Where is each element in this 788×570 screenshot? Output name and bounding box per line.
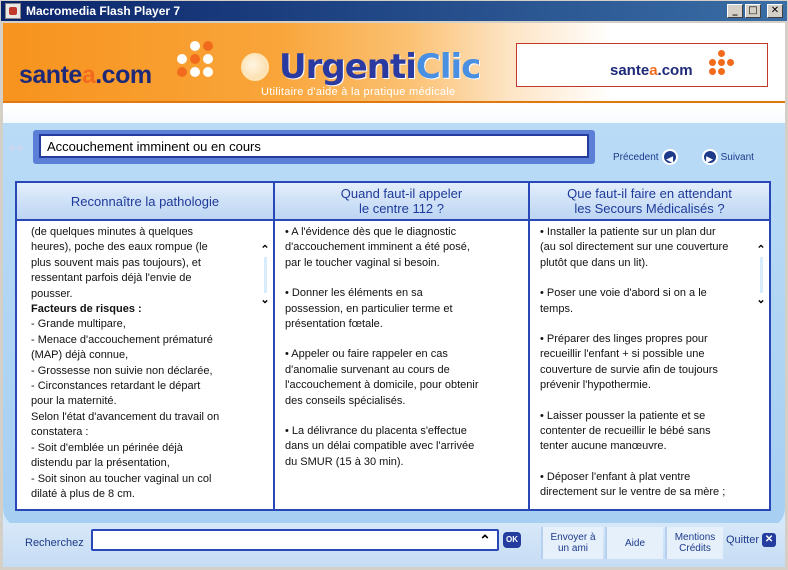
urgenticlic-circle-icon bbox=[241, 53, 269, 81]
santea-dots-icon bbox=[177, 41, 213, 77]
scroll-down-icon[interactable]: ⌄ bbox=[756, 294, 766, 306]
santea-logo-small: santea.com bbox=[610, 62, 693, 79]
column-heading: Reconnaître la pathologie bbox=[17, 183, 273, 221]
scroll-down-icon[interactable]: ⌄ bbox=[260, 294, 270, 306]
scroll-track[interactable] bbox=[264, 257, 267, 293]
column-text[interactable]: • Installer la patiente sur un plan dur (au sol directement sur une couverture plutôt que dans un lit). • Poser une voie d'abord si on a le temps. • Préparer des linges propres pour recueillir l'enfant + si possible une couverture de survie afin de toujours prévenir l'hypothermie. • Laisser pousser la patiente et se contenter de recueillir le bébé sans tenter aucune manœuvre. • Déposer l'enfant à plat ventre directement sur le ventre de sa mère ; bbox=[540, 226, 729, 499]
header-banner bbox=[3, 23, 785, 103]
minimize-button[interactable]: _ bbox=[727, 4, 743, 18]
close-button[interactable]: ✕ bbox=[767, 4, 783, 18]
scroll-track[interactable] bbox=[760, 257, 763, 293]
column-text[interactable]: • A l'évidence dès que le diagnostic d'accouchement imminent a été posé, par le toucher vaginal si besoin. • Donner les éléments en sa possession, en particulier terme et présentation fœtale. • Appeler ou faire rappeler en cas d'anomalie survenant au cours de l'accouchement à domicile, pour obtenir des conseils spécialisés. • La délivrance du placenta s'effectue dans un délai compatible avec l'arrivée du SMUR (15 à 30 min). bbox=[285, 226, 479, 468]
decorative-dot bbox=[17, 145, 23, 151]
santea-dots-small-icon bbox=[709, 50, 734, 75]
next-arrow-icon[interactable]: ▶ bbox=[702, 149, 718, 165]
previous-label[interactable]: Précedent bbox=[613, 151, 659, 163]
santea-logo[interactable]: santea.com bbox=[19, 61, 152, 89]
column-what-to-do bbox=[530, 183, 769, 509]
quit-button[interactable]: Quitter ✕ bbox=[726, 533, 776, 547]
legal-credits-button[interactable]: Mentions Crédits bbox=[665, 527, 723, 559]
close-icon: ✕ bbox=[762, 533, 776, 547]
send-to-friend-button[interactable]: Envoyer à un ami bbox=[541, 527, 603, 559]
search-label: Recherchez bbox=[25, 537, 84, 549]
app-tagline: Utilitaire d'aide à la pratique médicale bbox=[261, 86, 456, 98]
search-ok-button[interactable]: OK bbox=[503, 532, 521, 548]
window-title: Macromedia Flash Player 7 bbox=[26, 4, 181, 18]
column-when-to-call bbox=[275, 183, 530, 509]
window-titlebar[interactable] bbox=[0, 0, 788, 22]
topic-navigation bbox=[613, 149, 754, 165]
column-recognize bbox=[17, 183, 275, 509]
next-label[interactable]: Suivant bbox=[720, 151, 754, 163]
previous-arrow-icon[interactable]: ◀ bbox=[662, 149, 678, 165]
window-controls bbox=[727, 4, 783, 18]
column-heading: Que faut-il faire en attendant les Secours Médicalisés ? bbox=[530, 183, 769, 221]
app-title: UrgentiClic bbox=[279, 47, 481, 87]
main-panel bbox=[3, 105, 785, 567]
topic-title-box bbox=[33, 130, 595, 164]
bottom-bar bbox=[3, 523, 785, 567]
santea-logo-box[interactable] bbox=[516, 43, 768, 87]
search-input[interactable] bbox=[91, 529, 499, 551]
column-heading: Quand faut-il appeler le centre 112 ? bbox=[275, 183, 528, 221]
flash-player-icon bbox=[5, 3, 21, 19]
column-scrollbar[interactable] bbox=[258, 245, 272, 305]
scroll-up-icon[interactable]: ⌃ bbox=[260, 244, 270, 256]
flash-content bbox=[3, 23, 785, 567]
scroll-up-icon[interactable]: ⌃ bbox=[756, 244, 766, 256]
search-history-caret-icon[interactable]: ⌃ bbox=[479, 532, 491, 548]
decorative-dot bbox=[9, 145, 15, 151]
maximize-button[interactable]: □ bbox=[745, 4, 761, 18]
column-text[interactable]: (de quelques minutes à quelques heures), poche des eaux rompue (le plus souvent mais pas toujours), et ressentant parfois déjà l'envie de pousser. Facteurs de risques : - Grande multipare, - Menace d'accouchement prématuré (MAP) déjà connue, - Grossesse non suivie non déclarée, - Circonstances retardant le départ pour la maternité. Selon l'état d'avancement du travail on constatera : - Soit d'emblée un périnée déjà distendu par la présentation, - Soit sinon au toucher vaginal un col dilaté à plus de 8 cm. bbox=[31, 226, 220, 500]
column-scrollbar[interactable] bbox=[754, 245, 768, 305]
content-columns bbox=[15, 181, 771, 511]
topic-title: Accouchement imminent ou en cours bbox=[39, 134, 589, 158]
help-button[interactable]: Aide bbox=[605, 527, 663, 559]
